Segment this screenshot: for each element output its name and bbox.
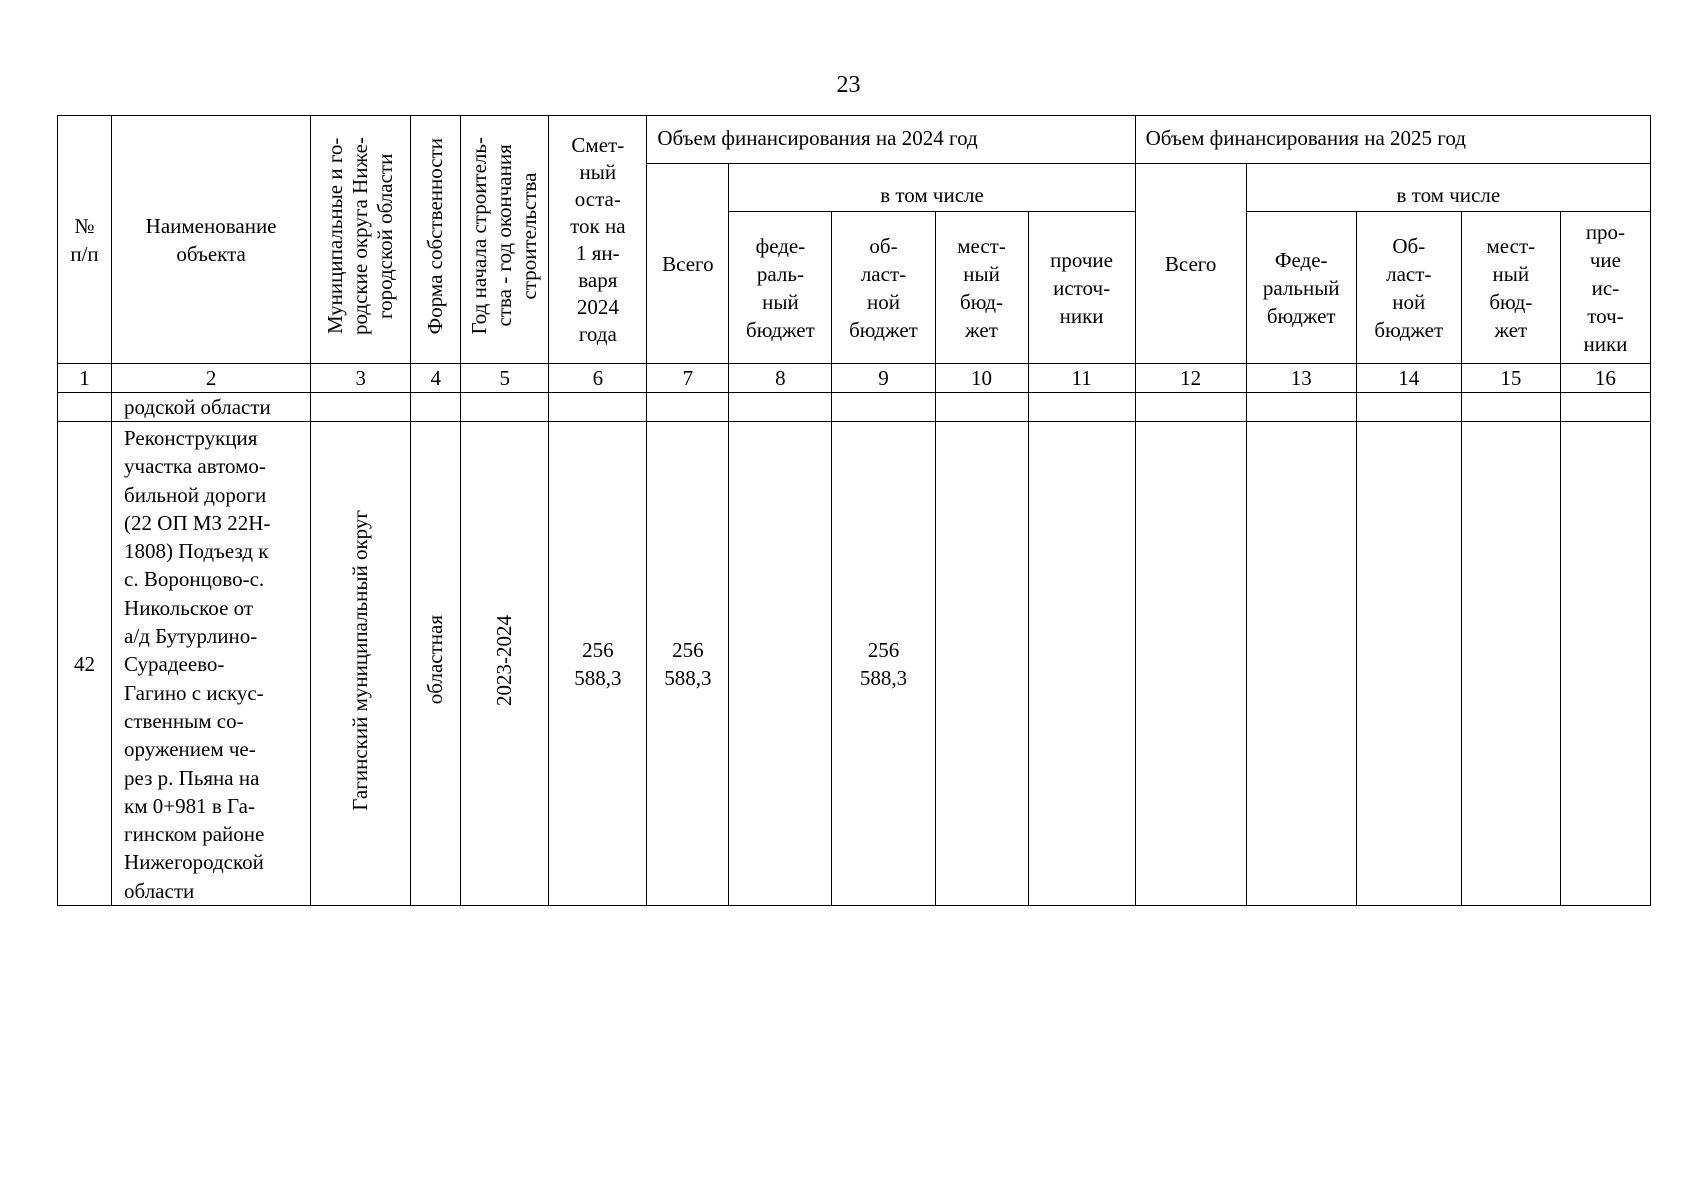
table-row bbox=[58, 422, 1651, 906]
ownership-cell bbox=[411, 422, 461, 906]
continuation-name: родской области bbox=[112, 393, 311, 422]
header-ownership bbox=[411, 116, 461, 364]
empty-cell bbox=[729, 393, 832, 422]
empty-cell bbox=[1246, 393, 1356, 422]
empty-cell bbox=[1461, 393, 1560, 422]
total-2024-cell: 256 588,3 bbox=[647, 422, 729, 906]
local-2024-cell bbox=[935, 422, 1028, 906]
header-local-2025: мест- ный бюд- жет bbox=[1461, 212, 1560, 364]
header-row-1 bbox=[58, 116, 1651, 164]
years-cell bbox=[461, 422, 549, 906]
federal-2024-cell bbox=[729, 422, 832, 906]
empty-cell bbox=[832, 393, 935, 422]
years-text: 2023-2024 bbox=[492, 614, 517, 706]
col-num-1: 1 bbox=[58, 364, 112, 393]
empty-cell bbox=[1135, 393, 1246, 422]
header-financing-2025: Объем финансирования на 2025 год bbox=[1135, 116, 1650, 164]
empty-cell bbox=[411, 393, 461, 422]
header-municipality bbox=[311, 116, 411, 364]
empty-cell bbox=[1356, 393, 1461, 422]
empty-cell bbox=[461, 393, 549, 422]
header-federal-2025: Феде- ральный бюджет bbox=[1246, 212, 1356, 364]
ownership-text: областная bbox=[423, 615, 448, 705]
empty-cell bbox=[1560, 393, 1650, 422]
column-number-row bbox=[58, 364, 1651, 393]
row-number: 42 bbox=[58, 422, 112, 906]
col-num-6: 6 bbox=[549, 364, 647, 393]
col-num-2: 2 bbox=[112, 364, 311, 393]
empty-cell bbox=[549, 393, 647, 422]
empty-cell bbox=[647, 393, 729, 422]
header-other-2025: про- чие ис- точ- ники bbox=[1560, 212, 1650, 364]
regional-2024-cell: 256 588,3 bbox=[832, 422, 935, 906]
col-num-8: 8 bbox=[729, 364, 832, 393]
col-num-16: 16 bbox=[1560, 364, 1650, 393]
col-num-13: 13 bbox=[1246, 364, 1356, 393]
header-ownership-text: Форма собственности bbox=[423, 137, 448, 335]
col-num-14: 14 bbox=[1356, 364, 1461, 393]
header-years-text: Год начала строитель- ства - год окончания строительства bbox=[467, 137, 542, 335]
header-federal-2024: феде- раль- ный бюджет bbox=[729, 212, 832, 364]
federal-2025-cell bbox=[1246, 422, 1356, 906]
header-object-name: Наименование объекта bbox=[112, 116, 311, 364]
object-name: Реконструкция участка автомо- бильной дороги (22 ОП МЗ 22Н- 1808) Подъезд к с. Воронцово-с. Никольское от а/д Бутурлино- Сурадеево- Гагино с искус- ственным со- оружением че- рез р. Пьяна на км 0+981 в Га- гинском районе Нижегородской области bbox=[112, 422, 311, 906]
col-num-5: 5 bbox=[461, 364, 549, 393]
header-local-2024: мест- ный бюд- жет bbox=[935, 212, 1028, 364]
col-num-11: 11 bbox=[1028, 364, 1135, 393]
header-number: № п/п bbox=[58, 116, 112, 364]
empty-cell bbox=[935, 393, 1028, 422]
regional-2025-cell bbox=[1356, 422, 1461, 906]
header-financing-2024: Объем финансирования на 2024 год bbox=[647, 116, 1135, 164]
col-num-12: 12 bbox=[1135, 364, 1246, 393]
other-2025-cell bbox=[1560, 422, 1650, 906]
local-2025-cell bbox=[1461, 422, 1560, 906]
header-including-2025: в том числе bbox=[1246, 164, 1650, 212]
empty-cell bbox=[1028, 393, 1135, 422]
header-other-2024: прочие источ- ники bbox=[1028, 212, 1135, 364]
col-num-4: 4 bbox=[411, 364, 461, 393]
header-years bbox=[461, 116, 549, 364]
balance-cell: 256 588,3 bbox=[549, 422, 647, 906]
empty-cell bbox=[58, 393, 112, 422]
col-num-7: 7 bbox=[647, 364, 729, 393]
investment-table bbox=[57, 115, 1651, 906]
empty-cell bbox=[311, 393, 411, 422]
municipality-text: Гагинский муниципальный округ bbox=[348, 509, 373, 811]
continuation-row bbox=[58, 393, 1651, 422]
header-including-2024: в том числе bbox=[729, 164, 1135, 212]
municipality-cell bbox=[311, 422, 411, 906]
col-num-3: 3 bbox=[311, 364, 411, 393]
header-regional-2024: об- ласт- ной бюджет bbox=[832, 212, 935, 364]
header-total-2024: Всего bbox=[647, 164, 729, 364]
header-balance: Смет- ный оста- ток на 1 ян- варя 2024 года bbox=[549, 116, 647, 364]
col-num-9: 9 bbox=[832, 364, 935, 393]
total-2025-cell bbox=[1135, 422, 1246, 906]
header-regional-2025: Об- ласт- ной бюджет bbox=[1356, 212, 1461, 364]
page-number: 23 bbox=[836, 72, 861, 98]
header-total-2025: Всего bbox=[1135, 164, 1246, 364]
col-num-10: 10 bbox=[935, 364, 1028, 393]
header-municipality-text: Муниципальные и го- родские округа Ниже- городской области bbox=[323, 137, 398, 335]
col-num-15: 15 bbox=[1461, 364, 1560, 393]
other-2024-cell bbox=[1028, 422, 1135, 906]
